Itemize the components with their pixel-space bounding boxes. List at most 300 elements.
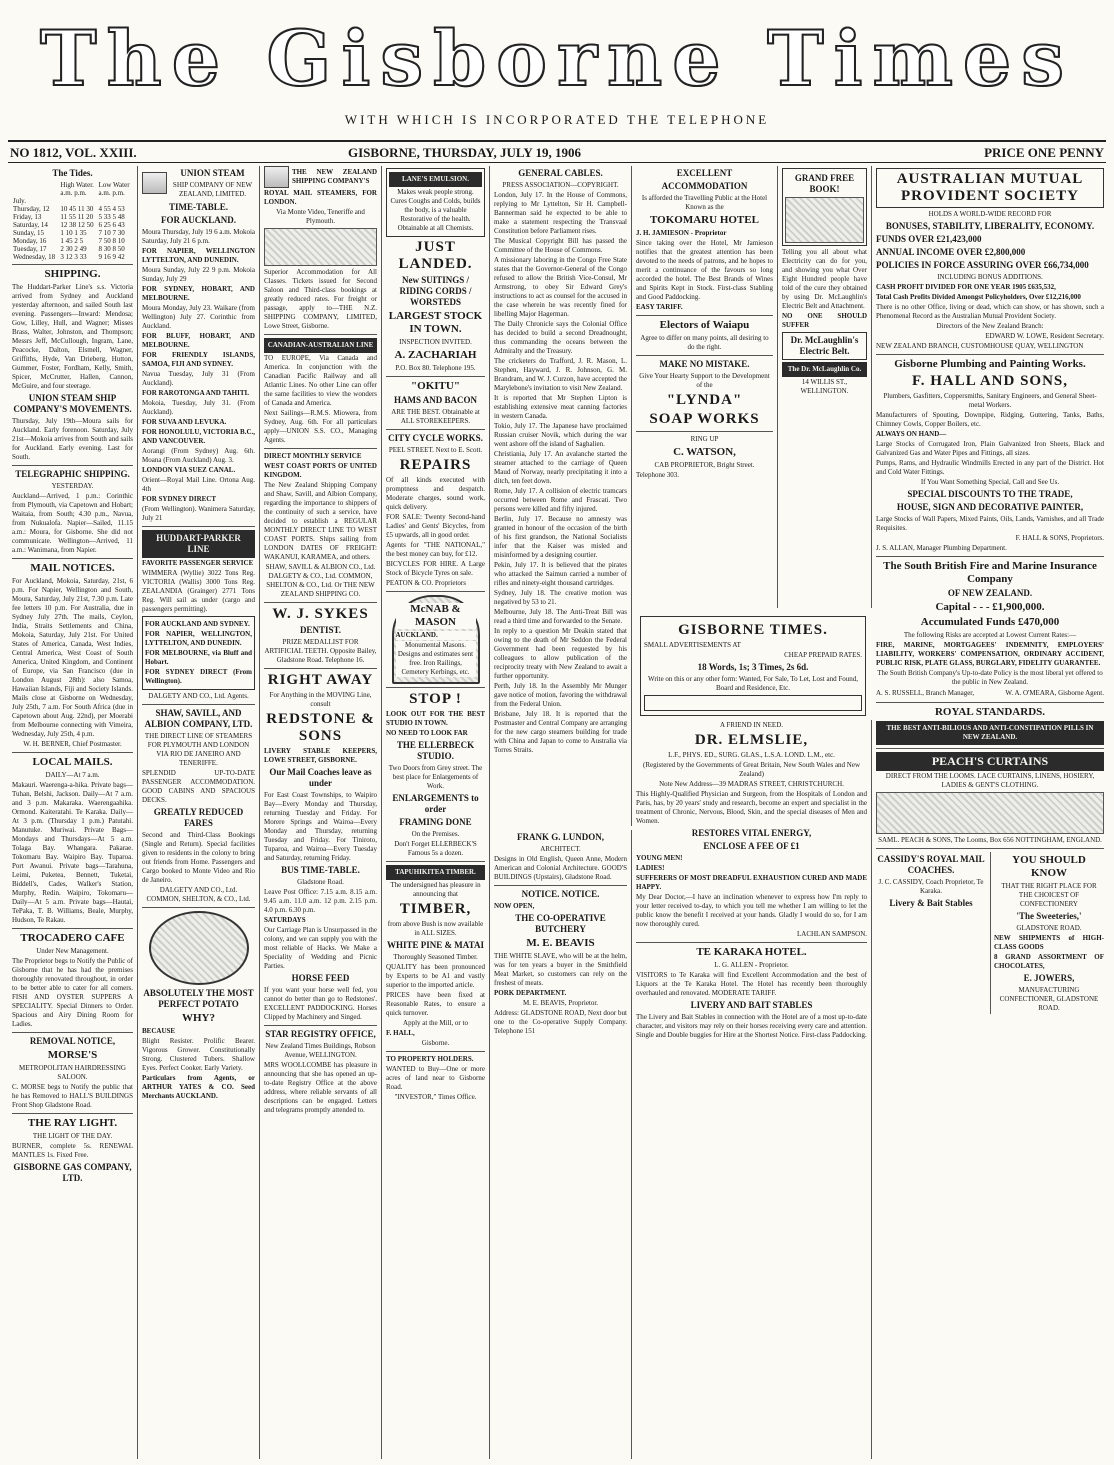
accommodation-body: Is afforded the Travelling Public at the Hotel Known as the xyxy=(641,194,768,211)
column-5 xyxy=(490,166,632,826)
amp-other: There is no other Office, living or dead, which can show, or has shown, such a Phenomenal Record as the Australian Mutual Provident Society. xyxy=(876,303,1104,320)
risks-list: FIRE, MARINE, MORTGAGEES' INDEMNITY, EMPLOYERS' LIABILITY, WORKERS' COMPENSATION, ORDINARY ACCIDENT, PUBLIC RISK, PLATE GLASS, BURGLARY, FIDELITY GUARANTEE. xyxy=(876,641,1104,667)
amp-lowe: EDWARD W. LOWE, Resident Secretary. xyxy=(985,332,1104,340)
cable-item: London, July 17. In the House of Commons, replying to Mr Lyttelton, Sir H. Campbell-Bannerman said he expected to be able to make a statement respecting the Transvaal Constitution before Parliament rises. xyxy=(494,191,627,235)
cable-item: Pekin, July 17. It is believed that the pirates who attacked the Saimun carried a number of rifles and ninety-eight thousand cartridges. xyxy=(494,561,627,587)
te-karaka-hotel: TE KARAKA HOTEL. xyxy=(696,946,807,958)
table-row: Tuesday, 17 2 30 2 49 8 30 8 50 xyxy=(13,245,125,253)
cassidy-sign: J. C. CASSIDY, Coach Proprietor, Te Karaka. xyxy=(878,878,984,895)
column-4 xyxy=(382,166,490,1459)
canadian-sailings: Next Sailings—R.M.S. Miowera, from Sydney, Aug. 6th. For all particulars apply—UNION S.S. CO., Managing Agents. xyxy=(264,409,377,444)
peach-sub: DIRECT FROM THE LOOMS. LACE CURTAINS, LINENS, HOSIERY, LADIES & GENT'S CLOTHING. xyxy=(885,772,1095,789)
beavis-sign: M. E. BEAVIS, Proprietor. xyxy=(522,999,599,1007)
right-away-body: For Anything in the MOVING Line, consult xyxy=(269,691,372,708)
table-row: July. xyxy=(13,197,26,205)
cable-item: Melbourne, July 18. The Anti-Treat Bill was read a third time and forwarded to the Senate. xyxy=(494,608,627,625)
accumulated-funds: Accumulated Funds £470,000 xyxy=(920,616,1060,628)
classified-rates: CHEAP PREPAID RATES. xyxy=(784,651,862,659)
sailing-table xyxy=(264,228,377,266)
timber-prices: PRICES have been fixed at Reasonable Rates, to ensure a quick turnover. xyxy=(386,991,485,1017)
figure-illustration-icon xyxy=(785,197,864,243)
white-pine: WHITE PINE & MATAI xyxy=(387,940,484,950)
elmslie-title: DR. ELMSLIE, xyxy=(694,732,809,748)
gas-company: GISBORNE GAS COMPANY, LTD. xyxy=(13,1162,132,1183)
column-3 xyxy=(260,166,382,1459)
jamieson: J. H. JAMIESON - Proprietor xyxy=(636,229,727,237)
table-row: Saturday, 14 12 38 12 50 6 25 6 43 xyxy=(13,221,125,229)
shaw-savill-body: SPLENDID UP-TO-DATE PASSENGER ACCOMMODATION. GOOD CABINS AND SPACIOUS DECKS. xyxy=(142,769,255,804)
hall-sons-title: F. HALL AND SONS, xyxy=(911,373,1069,389)
peach-curtains-title: PEACH'S CURTAINS xyxy=(876,752,1104,771)
potato-because: BECAUSE xyxy=(142,1027,176,1035)
mclaughlin-no-one: NO ONE SHOULD SUFFER xyxy=(782,312,867,329)
column-1 xyxy=(8,166,138,1459)
timber-body: from above Bush is now available in ALL SIZES. xyxy=(387,920,484,937)
repairs-body: Of all kinds executed with promptness and despatch. Moderate charges, sound work, quick delivery. xyxy=(386,476,485,511)
stop-title: STOP ! xyxy=(409,691,462,707)
elmslie-quals: L.F., PHYS. ED., SURG. GLAS., L.S.A. LOND. L.M., etc. xyxy=(668,751,835,759)
stop-sub: LOOK OUT FOR THE BEST STUDIO IN TOWN. xyxy=(386,710,485,727)
hall-sons-body: Manufacturers of Spouting, Downpipe, Ridging, Guttering, Tanks, Baths, Chimney Cowls, Copper Boilers, etc. xyxy=(876,411,1104,428)
sykes-body: PRIZE MEDALLIST FOR ARTIFICIAL TEETH. Opposite Bailey, Gladstone Road. Telephone 16. xyxy=(264,638,377,664)
ellerbeck-studio: THE ELLERBECK STUDIO. xyxy=(396,740,475,761)
chocolates: 8 GRAND ASSORTMENT OF CHOCOLATES, xyxy=(994,953,1104,970)
russell: A. S. RUSSELL, Branch Manager, xyxy=(876,689,975,697)
usc-title: UNION STEAM xyxy=(180,168,245,178)
okitu-title: "OKITU" xyxy=(411,380,460,392)
ladies: LADIES! xyxy=(636,864,665,872)
cassidy-title: CASSIDY'S ROYAL MAIL COACHES. xyxy=(877,854,985,875)
no-need-far: NO NEED TO LOOK FAR xyxy=(386,729,468,737)
livery-body: The Livery and Bait Stables in connection with the Hotel are of a most up-to-date character, and visitors may rely on their horses receiving every care and attention. Single and Double buggies for Hire at the Shortest Notice. First-class Paddocking. xyxy=(636,1013,867,1039)
table-row: a.m. p.m. a.m. p.m. xyxy=(60,189,125,197)
tides-title: The Tides. xyxy=(52,168,93,178)
carriage-body: Our Carriage Plan is Unsurpassed in the colony, and we can supply you with the most reliable of Hacks. We Make a Speciality of Wedding and Picnic Parties. xyxy=(264,926,377,970)
timber-title: TIMBER, xyxy=(399,901,472,917)
morse-sub: METROPOLITAN HAIRDRESSING SALOON. xyxy=(19,1064,126,1081)
make-no-mistake: MAKE NO MISTAKE. xyxy=(659,359,750,369)
mclaughlin-body: Telling you all about what Electricity can do for you, and showing you what Over Eight Hundred people have told of the cure they obtained by using Dr. McLaughlin's Electric Belt and Attachment. xyxy=(782,248,867,310)
house-painter: HOUSE, SIGN AND DECORATIVE PAINTER, xyxy=(896,502,1084,512)
for-suva-heading: FOR SUVA AND LEVUKA. xyxy=(142,418,227,426)
price: PRICE ONE PENNY xyxy=(984,145,1104,160)
always-on-hand: ALWAYS ON HAND— xyxy=(876,430,947,438)
woollcombe-body: MRS WOOLLCOMBE has pleasure in announcing that she has opened an up-to-date Registry Office at the above address, where reliable servants of all descriptions can be engaged. Letters and telegrams promptly attended to. xyxy=(264,1061,377,1114)
mail-title: MAIL NOTICES. xyxy=(30,562,115,574)
for-auckland-body: Moura Thursday, July 19 6 a.m. Mokoia Saturday, July 21 6 p.m. xyxy=(142,228,255,245)
cable-item: Berlin, July 17. Because no amnesty was granted in honour of the occasion of the birth of his first grandson, the National Socialists infer that the Kaiser was misled and misinformed by a designing courtier. xyxy=(494,515,627,559)
for-sydney-body: Moura Monday, July 23. Waikare (from Wellington) July 27. Corinthic from Auckland. xyxy=(142,304,255,330)
redstone-title: REDSTONE & SONS xyxy=(266,711,375,744)
f-hall-sub: Gisborne. xyxy=(421,1039,450,1047)
direct-service-title: DIRECT MONTHLY SERVICE xyxy=(264,452,362,460)
hp-agent: DALGETY AND CO., Ltd. Agents. xyxy=(148,692,249,700)
sweeteries: 'The Sweeteries,' xyxy=(1016,911,1082,921)
table-row: Thursday, 12 10 45 11 30 4 55 4 53 xyxy=(13,205,125,213)
for-fiji-body: Navua Tuesday, July 31 (From Auckland). xyxy=(142,370,255,387)
telegraphic-body: Auckland—Arrived, 1 p.m.: Corinthic from Plymouth, via Capetown and Hobart; Waitaia, from South; 4.30 p.m., Navua, from Nukualofa. Napier—Sailed, 11.15 a.m.: Moura, for Gisborne. She did not communicate. Wellington—Arrived, 11 a.m.: Wanimana, from Napier. xyxy=(12,492,133,554)
mail-coaches-body: For East Coast Townships, to Waipiro Bay—Every Monday and Thursday, returning Tuesday and Friday. For Morere Springs and Wairoa—Every Monday and Thursday, returning Tuesday and Friday. For Tiniroto, Tuparoa, and Wairoa—Every Tuesday and Saturday, returning Friday. xyxy=(264,791,377,862)
just-landed-title: JUST LANDED. xyxy=(398,239,473,272)
property-holders: TO PROPERTY HOLDERS. xyxy=(386,1055,474,1063)
mail-body: For Auckland, Mokoia, Saturday, 21st, 6 p.m. For Napier, Wellington and South, Moura, Saturday, July 21st, 7.30 p.m. Late fee letters 10 p.m. For Australia, due in Sydney July 27th. The mails, Ceylon, India, Straits Settlements and China, Mokoia, Saturday, July 21st. For United States of America, Canada, West Indies, Central America, West Coast of South America, United Kingdom, and Continent of Europe, via San Francisco (due in London August 28th): also Samoa, Hawaiian Islands, Fiji and Society Islands. Mails close at Gisborne on Wednesday, July 25th, 7 a.m. For South Africa (due in Capetown about Aug. 22nd), per Moerabi from Melbourne connecting with Vimeira, Wednesday, July 25th, 4 p.m. xyxy=(12,577,133,738)
amp-income: ANNUAL INCOME OVER £2,800,000 xyxy=(876,247,1026,257)
south-british-sub: OF NEW ZEALAND. xyxy=(947,588,1033,598)
steamer-icon xyxy=(142,172,167,194)
repairs-title: REPAIRS xyxy=(399,457,472,473)
elmslie-body: This Highly-Qualified Physician and Surgeon, from the Hospitals of London and Paris, has, by 20 years' study and research, become an expert and specialist in the treatment of Chronic, Nervous, Blood, Skin, and the special diseases of Men and Women. xyxy=(636,790,867,825)
just-landed-items: New SUITINGS / RIDING CORDS / WORSTEDS xyxy=(399,275,472,307)
cable-item: Christiania, July 17. An avalanche started the steamer attached to the carriage of Queen Maud of Norway, nearly precipitating it into a ditch, ten feet down. xyxy=(494,450,627,485)
bus-timetable-sub: Gladstone Road. xyxy=(297,878,344,886)
tides-table xyxy=(12,181,133,261)
nzsc-body: Superior Accommodation for All Classes. Tickets issued for Second Saloon and Third-class bookings at greatly reduced rates. For freight or passage, apply to—THE N.Z. SHIPPING COMPANY, LIMITED, Lowe Street, Gisborne. xyxy=(264,268,377,330)
capital: Capital - - - £1,900,000. xyxy=(935,601,1045,613)
timetable-title: TIME-TABLE. xyxy=(168,202,229,212)
classified-instructions: Write on this or any other form: Wanted, For Sale, To Let, Lost and Found, Board and Residence, Etc. xyxy=(648,675,858,692)
for-auckland-heading: FOR AUCKLAND. xyxy=(160,215,236,225)
for-bluff-heading: FOR BLUFF, HOBART, AND MELBOURNE. xyxy=(142,332,255,349)
want-special: If You Want Something Special, Call and See Us. xyxy=(920,478,1060,486)
f-hall: F. HALL, xyxy=(386,1029,415,1037)
local-mails-title: LOCAL MAILS. xyxy=(32,756,113,768)
trocadero-body: The Proprietor begs to Notify the Public of Gisborne that he has had the premises thoroughly renovated throughout, in order to be better able to cater for all comers. FISH AND OYSTER SUPPERS A SPECIALITY. Special Dinners to Order. Spacious and Airy Dining Room for Ladies. xyxy=(12,957,133,1028)
nzsc-route: Via Monte Video, Teneriffe and Plymouth. xyxy=(276,208,365,225)
direct-service-agent: SHAW, SAVILL & ALBION CO., Ltd. DALGETY & CO., Ltd. COMMON, SHELTON & CO., Ltd. Or THE NEW ZEALAND SHIPPING CO. xyxy=(265,563,376,598)
nzsc-title: THE NEW ZEALAND SHIPPING COMPANY'S xyxy=(291,168,377,185)
price-list-block xyxy=(876,792,1104,834)
allan: J. S. ALLAN, Manager Plumbing Department. xyxy=(876,544,1007,552)
special-discounts: SPECIAL DISCOUNTS TO THE TRADE, xyxy=(907,489,1073,499)
reduced-fares-title: GREATLY REDUCED FARES xyxy=(153,807,244,828)
for-napier-heading: FOR NAPIER, WELLINGTON LYTTELTON, AND DUNEDIN. xyxy=(142,247,255,264)
classified-ad-box xyxy=(640,616,866,716)
local-mails-sub: DAILY—At 7 a.m. xyxy=(45,771,100,779)
classified-form-lines xyxy=(644,695,862,711)
table-row: Wednesday, 18 3 12 3 33 9 16 9 42 xyxy=(13,253,125,261)
column-2 xyxy=(138,166,260,1459)
elmslie-ad xyxy=(632,720,872,1459)
for-napier-body: Moura Sunday, July 22 9 p.m. Mokoia Sunday, July 29 xyxy=(142,266,255,283)
bus-timetable-title: BUS TIME-TABLE. xyxy=(281,865,360,875)
amp-funds: FUNDS OVER £21,423,000 xyxy=(876,234,982,244)
pumps: Pumps, Rams, and Hydraulic Windmills Erected in any part of the District. Hot and Cold Water Fittings. xyxy=(876,459,1104,476)
bus-timetable-body: Leave Post Office: 7.15 a.m. 8.15 a.m. 9.45 a.m. 11.0 a.m. 12 p.m. 2.15 p.m. 4.0 p.m. 6.30 p.m. xyxy=(264,888,377,914)
for-vancouver-body: Aorangi (From Sydney) Aug. 6th. Moana (From Auckland) Aug. 3. xyxy=(142,447,255,464)
lane-emulsion-body: Makes weak people strong. Cures Coughs and Colds, builds the body, is a valuable Restorative of the health. Obtainable at all Chemists. xyxy=(390,188,481,232)
trocadero-title: TROCADERO CAFE xyxy=(20,932,125,944)
for-rarotonga-body: Mokoia, Tuesday, July 31. (From Auckland). xyxy=(142,399,255,416)
amp-bonus: INCLUDING BONUS ADDITIONS. xyxy=(937,273,1043,281)
table-row: Sunday, 15 1 10 1 35 7 10 7 30 xyxy=(13,229,125,237)
co-operative-butchery: THE CO-OPERATIVE BUTCHERY xyxy=(515,913,606,934)
mclaughlin-address: 14 WILLIS ST., WELLINGTON. xyxy=(800,378,849,395)
cable-item: Rome, July 17. A collision of electric tramcars occurred between Rome and Frascati. Two persons were killed and fifty injured. xyxy=(494,487,627,513)
electors-body: Agree to differ on many points, all desiring to do the right. xyxy=(640,334,769,351)
union-movements-title: UNION STEAM SHIP COMPANY'S MOVEMENTS. xyxy=(13,393,132,414)
hp-sydney: FOR SYDNEY DIRECT (From Wellington). xyxy=(145,668,252,685)
star-registry-title: STAR REGISTRY OFFICE, xyxy=(265,1029,376,1039)
star-registry-body: New Zealand Times Buildings, Robson Avenue, WELLINGTON. xyxy=(265,1042,376,1059)
omeara: W. A. O'MEARA, Gisborne Agent. xyxy=(1005,689,1104,697)
shipping-title: SHIPPING. xyxy=(44,268,101,280)
amp-sub: HOLDS A WORLD-WIDE RECORD FOR xyxy=(928,210,1052,218)
general-cables-sub: PRESS ASSOCIATION—COPYRIGHT. xyxy=(502,181,619,189)
zachariah: A. ZACHARIAH xyxy=(394,349,477,361)
lynda: "LYNDA" xyxy=(666,392,743,408)
tapuhikitea-title: TAPUHIKITEA TIMBER. xyxy=(386,865,485,880)
cable-item: The Musical Copyright Bill has passed the Committee of the House of Commons. xyxy=(494,237,627,254)
direct-service-sub: WEST COAST PORTS OF UNITED KINGDOM. xyxy=(264,462,377,479)
zachariah-box: P.O. Box 80. Telephone 195. xyxy=(395,364,476,372)
now-open: NOW OPEN, xyxy=(494,902,535,910)
cable-item: Sydney, July 18. The creative motion was negatived by 53 to 21. xyxy=(494,589,627,606)
elmslie-letter: My Dear Doctor,—I have an inclination whenever to express how I'm reply to your letter received to-day, to which you tell me whether I am willing to let the public know the benefit I received at your hands. Gladly I would do so, for I am now thoroughly cured. xyxy=(636,893,867,928)
elmslie-registered: (Registered by the Governments of Great Britain, New South Wales and New Zealand) xyxy=(642,761,861,778)
risks-intro: The following Risks are accepted at Lowest Current Rates:— xyxy=(903,631,1077,639)
inspection-invited: INSPECTION INVITED. xyxy=(399,338,472,346)
jamieson-body: Since taking over the Hotel, Mr Jamieson notifies that the greatest attention has been devoted to the needs of patrons, and he hopes to merit a continuance of the favours so long accorded the hotel. The Best Brands of Wines and Spirits Kept in Stock. First-class Stabling and Good Paddocking. xyxy=(636,239,773,301)
lundon-body: Designs in Old English, Queen Anne, Modern American and Colonial Architecture. GOOD'S BUILDINGS (Upstairs), Gladstone Road. xyxy=(494,855,627,881)
tokomaru-hotel: TOKOMARU HOTEL xyxy=(650,214,759,226)
ray-light-title: THE RAY LIGHT. xyxy=(27,1117,118,1129)
ring-up: RING UP xyxy=(690,435,719,443)
peach-sign: SAML. PEACH & SONS, The Looms, Box 656 NOTTINGHAM, ENGLAND. xyxy=(878,836,1102,844)
accommodation: ACCOMMODATION xyxy=(661,181,748,191)
amp-title: AUSTRALIAN MUTUAL PROVIDENT SOCIETY xyxy=(876,168,1104,208)
ellerbeck-body: Two Doors from Grey street. The best place for Enlargements of Work. xyxy=(388,764,483,790)
lane-emulsion-title: LANE'S EMULSION. xyxy=(389,172,482,187)
cable-item: Perth, July 18. In the Assembly Mr Munger gave notice of motion, favoring the withdrawal from the Federal Union. xyxy=(494,682,627,708)
timber-quality: QUALITY has been pronounced by Experts to be A1 and vastly superior to the imported article. xyxy=(386,963,485,989)
national-agents: Agents for "THE NATIONAL," the best money can buy, for £12. xyxy=(386,541,485,558)
amp-branch: NEW ZEALAND BRANCH, CUSTOMHOUSE QUAY, WELLINGTON xyxy=(876,342,1084,350)
column-5-lower xyxy=(490,830,632,1459)
sufferers-cured: SUFFERERS OF MOST DREADFUL EXHAUSTION CURED AND MADE HAPPY. xyxy=(636,874,867,891)
classified-title: GISBORNE TIMES. xyxy=(678,622,828,638)
te-karaka-sub: L. G. ALLEN - Proprietor. xyxy=(714,961,789,969)
potato-why: WHY? xyxy=(182,1012,215,1024)
union-movements-body: Thursday, July 19th—Moura sails for Auckland. Early forenoon. Saturday, July 21st—Mokoia arrives from South and sails for Auckland. Early evening. Last for South. xyxy=(12,417,133,461)
should-know-title: YOU SHOULD KNOW xyxy=(1012,854,1086,879)
column-6 xyxy=(632,166,778,608)
london-suez-body: Orient—Royal Mail Line. Ortona Aug. 4th xyxy=(142,476,255,493)
mistake-body: Give Your Hearty Support to the Development of the xyxy=(639,372,770,389)
sydney-direct-body: (From Wellington). Wanimera Saturday, July 21 xyxy=(142,505,255,522)
elmslie-sign: LACHLAN SAMPSON. xyxy=(796,930,867,938)
morse-body: C. MORSE begs to Notify the public that he has Removed to HALL'S BUILDINGS Front Shop Gladstone Road. xyxy=(12,1083,133,1109)
cable-item: Brisbane, July 18. It is reported that the Postmaster and Central Company are arranging for the new cargo steamers building for trade with China and Japan to come to Australia via Torres Straits. xyxy=(494,710,627,754)
grand-free-book: GRAND FREE BOOK! xyxy=(794,173,855,194)
ellerbeck-famous: Don't Forget ELLERBECK'S Famous 5s a dozen. xyxy=(394,840,477,857)
te-karaka-body: VISITORS to Te Karaka will find Excellent Accommodation and the best of Liquors at the Te Karaka Hotel. The Hotel has recently been thoroughly overhauled and renovated. MODERATE TARIFF. xyxy=(636,971,867,997)
okitu-sub: HAMS AND BACON xyxy=(393,395,477,405)
young-men: YOUNG MEN! xyxy=(636,854,683,862)
tapuhikitea-body: The undersigned has pleasure in announcing that xyxy=(390,881,481,898)
cable-item: The Daily Chronicle says the Colonial Office has decided to build a second Dreadnought, thus commanding the oceans between the Admiralty and the Treasury. xyxy=(494,320,627,355)
pork-department: PORK DEPARTMENT. xyxy=(494,989,567,997)
huddart-parker-sub: FAVORITE PASSENGER SERVICE xyxy=(142,559,254,567)
hp-napier: FOR NAPIER, WELLINGTON, LYTTELTON, AND DUNEDIN. xyxy=(145,630,252,647)
framing-sub: On the Premises. xyxy=(411,830,460,838)
redstone-sub: LIVERY STABLE KEEPERS, LOWE STREET, GISBORNE. xyxy=(264,747,377,764)
enclose-fee: ENCLOSE A FEE OF £1 xyxy=(703,841,800,851)
cable-item: Tokio, July 17. The Japanese have proclaimed Russian cruiser Novik, which during the war went ashore off the island of Saghalien. xyxy=(494,422,627,448)
okitu-body: ARE THE BEST. Obtainable at ALL STOREKEEPERS. xyxy=(391,408,480,425)
reduced-fares-body: Second and Third-Class Bookings (Single and Return). Special facilities given to residents in the colony to bring out friends from Home. Passengers and Cargo booked to Monte Video and Rio de Janeiro. xyxy=(142,831,255,884)
livery-title: LIVERY AND BAIT STABLES xyxy=(690,1000,813,1010)
amp-directors: Directors of the New Zealand Branch: xyxy=(936,322,1044,330)
london-suez-heading: LONDON VIA SUEZ CANAL. xyxy=(142,466,236,474)
watson-sub: CAB PROPRIETOR, Bright Street. xyxy=(654,461,755,469)
watson-telephone: Telephone 303. xyxy=(636,471,680,479)
huddart-parker-body: WIMMERA (Wyllie) 3022 Tons Reg. VICTORIA (Wallis) 3000 Tons Reg. ZEALANDIA (Grainger) 2771 Tons Reg. Will sail as under (cargo and passengers permitting). xyxy=(142,569,255,613)
soap-works: SOAP WORKS xyxy=(649,411,760,427)
framing-done: FRAMING DONE xyxy=(399,817,472,827)
table-row: Monday, 16 1 45 2 5 7 50 8 10 xyxy=(13,237,125,245)
south-british-title: The South British Fire and Marine Insurance Company xyxy=(883,560,1097,585)
usc-sub: SHIP COMPANY OF NEW ZEALAND, LIMITED. xyxy=(172,181,253,198)
ray-light-sub: THE LIGHT OF THE DAY. xyxy=(32,1132,113,1140)
plumbing-title: Gisborne Plumbing and Painting Works. xyxy=(894,358,1086,370)
friend-in-need: A FRIEND IN NEED. xyxy=(720,721,783,729)
watson: C. WATSON, xyxy=(673,446,736,458)
cable-item: The cricketers do Trafford, J. R. Mason, L. Stephen, Hayward, J. R. Johnson, G. M. Brandram, and W. J. Curzon, have accepted the Marylebone's invitation to visit New Zealand. xyxy=(494,357,627,392)
monument-illustration-icon xyxy=(392,595,480,684)
removal-title: REMOVAL NOTICE, xyxy=(29,1036,116,1046)
lundon-sub: ARCHITECT. xyxy=(540,845,581,853)
investor: "INVESTOR," Times Office. xyxy=(394,1093,477,1101)
cycle-works-title: CITY CYCLE WORKS. xyxy=(388,433,483,443)
amp-cash: CASH PROFIT DIVIDED FOR ONE YEAR 1905 £635,532, xyxy=(876,283,1056,291)
general-cables-title: GENERAL CABLES. xyxy=(518,168,603,178)
royal-standards-title: ROYAL STANDARDS. xyxy=(934,706,1046,718)
morse-title: MORSE'S xyxy=(47,1049,98,1061)
ray-light-body: BURNER, complete 5s. RENEWAL MANTLES 1s. Fixed Free. xyxy=(12,1142,133,1159)
potato-agent: Particulars from Agents, or ARTHUR YATES & CO. Seed Merchants AUCKLAND. xyxy=(142,1074,255,1100)
amp-total: Total Cash Profits Divided Amongst Policyholders, Over £12,216,000 xyxy=(876,293,1081,301)
cable-item: In reply to a question Mr Deakin stated that owing to the death of Mr Seddon the Federal Government had been requested by his colleagues to allow publication of the reciprocity treaty with New Zealand to await a further opportunity. xyxy=(494,627,627,680)
mclaughlin-company: The Dr. McLaughlin Co. xyxy=(782,362,867,377)
beavis-body: THE WHITE SLAVE, who will be at the helm, was for ten years a buyer in the Smithfield Meat Market, so customers can rely on the freshest of meats. xyxy=(494,952,627,987)
bicycles-for-hire: BICYCLES FOR HIRE. A Large Stock of Bicycle Tyres on sale. xyxy=(386,560,485,577)
masthead-subtitle: WITH WHICH IS INCORPORATED THE TELEPHONE xyxy=(344,112,770,127)
amp-claims: BONUSES, STABILITY, LIBERALITY, ECONOMY. xyxy=(885,221,1095,231)
issue-number: NO 1812, VOL. XXIII. xyxy=(10,145,137,160)
amp-policies: POLICIES IN FORCE ASSURING OVER £66,734,000 xyxy=(876,260,1089,270)
white-pine-body: Thoroughly Seasoned Timber. xyxy=(393,953,478,961)
cycle-works-sub: PEEL STREET. Next to E. Scott. xyxy=(388,446,483,454)
cassidy-livery: Livery & Bait Stables xyxy=(889,898,973,908)
steamer-icon xyxy=(264,166,289,188)
mcnab-title: McNAB & MASON xyxy=(396,603,476,629)
mclaughlin-ad xyxy=(778,166,872,608)
star-potato-emblem-icon xyxy=(149,911,249,985)
excellent: EXCELLENT xyxy=(676,168,733,178)
wanted-land: WANTED to Buy—One or more acres of land near to Gisborne Road. xyxy=(386,1065,485,1091)
classified-sub: SMALL ADVERTISEMENTS AT xyxy=(644,641,741,649)
horse-feed-title: HORSE FEED xyxy=(291,973,350,983)
masthead-title: The Gisborne Times xyxy=(39,14,1075,103)
masthead xyxy=(0,0,1114,148)
beavis-address: Address: GLADSTONE ROAD, Next door but one to the Co-operative Supply Company. Telephone 151 xyxy=(494,1009,627,1035)
electors-title: Electors of Waiapu xyxy=(659,319,750,331)
beavis: M. E. BEAVIS xyxy=(526,937,595,949)
direct-service-body: The New Zealand Shipping Company and Shaw, Savill, and Albion Company, regarding the importance to shippers of the continuity of such a service, have decided to establish a REGULAR MONTHLY DIRECT LINE TO WEST COAST PORTS. Ships sailing from LONDON DATES OF FREIGHT: WAKANUI, KARAMEA, and others. xyxy=(264,481,377,561)
easy-tariff: EASY TARIFF. xyxy=(636,303,683,311)
timber-apply: Apply at the Mill, or to xyxy=(403,1019,468,1027)
elmslie-address: Note New Address—39 MADRAS STREET, CHRISTCHURCH. xyxy=(659,780,844,788)
shipping-body: The Huddart-Parker Line's s.s. Victoria arrived from Sydney and Auckland yesterday afternoon, and sailed South last evening. Passengers—Inward: Mendosa; Gow, Lilley, Hull, and Wagner; Misses Brass, Walter, Johnston, and Thompson; Messrs Jeff, McCullough, Ingram, Lane, Peacocke, Dalton, Elsmell, Wagner, Griffiths, Hyde, Van Drieberg, Hutton, Gummer, Foster, Fordham, Kelly, Smith, Spicer, McCrutter, Hallen, Cannon, McGuire, and four steerage. xyxy=(12,283,133,390)
potato-reasons: Blight Resister. Prolific Bearer. Vigorous Grower. Constitutionally Strong. Clustered Tubers. Shallow Eyes. Perfect Cooker. Early Variety. xyxy=(142,1037,255,1072)
bus-saturdays: SATURDAYS xyxy=(264,916,306,924)
notice-title: NOTICE. NOTICE. xyxy=(521,889,600,899)
shaw-savill-title: SHAW, SAVILL, AND ALBION COMPANY, LTD. xyxy=(144,708,253,729)
telegraphic-title: TELEGRAPHIC SHIPPING. xyxy=(15,469,130,479)
always-body: Large Stocks of Corrugated Iron, Plain Galvanized Iron Sheets, Black and Galvanized Gas and Water Pipes and Fittings, all sizes. xyxy=(876,440,1104,457)
royal-standards-sub: THE BEST ANTI-BILIOUS AND ANTI-CONSTIPATION PILLS IN NEW ZEALAND. xyxy=(876,721,1104,745)
mail-sign: W. H. BERNER, Chief Postmaster. xyxy=(23,740,122,748)
canadian-line-body: TO EUROPE, Via Canada and America. In conjunction with the Canadian Pacific Railway and all Atlantic Lines. No other Line can offer the same facilities to view the wonders of Canada and America. xyxy=(264,354,377,407)
cable-item: A missionary laboring in the Congo Free State states that the Governor-General of the Congo refused to allow the British Vice-Consul, Mr Armstrong, to obey Sir Edward Grey's instructions to act as counsel for the accused in the case wherein he was recently fined for libelling Major Hagerman. xyxy=(494,256,627,318)
nzsc-sub: ROYAL MAIL STEAMERS, FOR LONDON. xyxy=(264,189,377,206)
huddart-parker-title: HUDDART-PARKER LINE xyxy=(142,530,255,558)
local-mails-body: Makauri. Waerenga-a-hika. Private bags—Tuhan, Belshi, Jackson. Daily—At 7 a.m. and 3 p.m. Makaraka. Waerengaahika. Ormond. Kaiteratahi. Te Karaka. Daily—At 3 p.m. (Thursday 1 p.m.) Patutahi. Manutuke. Muriwai. Private Bags—Mondays and Thursdays—At 5 a.m. Tolaga Bay. Whangara. Pakarae. Tokomaru Bay. Waipiro Bay. Tuparoa. Port Awanui. Private bags—Tarahuna, Leimi, Puketea, Bennett, Tuketai, Biddell's, Cades, Walker's Station, Murphy, Redin. Waipiro, Tokomaru—Daily—At 5 a.m. Private bags—Hautai, TePaka, T. B. Williams, Beale, Murphy, Hudson, Te Rakau. xyxy=(12,781,133,924)
right-away-title: RIGHT AWAY xyxy=(267,672,374,688)
largest-stock: LARGEST STOCK IN TOWN. xyxy=(388,310,483,335)
sykes-sub: DENTIST. xyxy=(299,625,342,635)
for-vancouver-heading: FOR HONOLULU, VICTORIA B.C., AND VANCOUVER. xyxy=(142,428,255,445)
reduced-fares-agent: DALGETY AND CO., Ltd. COMMON, SHELTON, & CO., Ltd. xyxy=(146,886,251,903)
table-row: High Water. Low Water xyxy=(60,181,130,189)
dateline-bar xyxy=(8,140,1106,163)
mcnab-body: Monumental Masons. Designs and estimates sent free. Iron Railings, Cemetery Kerbings, etc. xyxy=(396,641,476,677)
classified-price: 18 Words, 1s; 3 Times, 2s 6d. xyxy=(697,662,809,672)
canadian-line-title: CANADIAN-AUSTRALIAN LINE xyxy=(264,338,377,353)
new-shipments: NEW SHIPMENTS of HIGH-CLASS GOODS xyxy=(994,934,1104,951)
mcnab-sub: AUCKLAND. xyxy=(396,631,476,640)
for-sydney-heading: FOR SYDNEY, HOBART, AND MELBOURNE. xyxy=(142,285,255,302)
dateline: GISBORNE, THURSDAY, JULY 19, 1906 xyxy=(348,145,581,160)
jowers: E. JOWERS, xyxy=(1023,973,1075,983)
policy-note: The South British Company's Up-to-date Policy is the most liberal yet offered to the public in New Zealand. xyxy=(877,669,1103,686)
table-row: Friday, 13 11 55 11 20 5 33 5 48 xyxy=(13,213,125,221)
hall-sign: F. HALL & SONS, Proprietors. xyxy=(1015,534,1104,542)
sykes-title: W. J. SYKES xyxy=(272,606,369,622)
mclaughlin-title: Dr. McLaughlin's Electric Belt. xyxy=(782,332,867,360)
painter-body: Large Stocks of Wall Papers, Mixed Paints, Oils, Lands, Varnishes, and all Trade Requisites. xyxy=(876,515,1104,532)
sweeteries-address: GLADSTONE ROAD. xyxy=(1016,924,1082,932)
horse-feed-body: If you want your horse well fed, you cannot do better than go to Redstones'. EXCELLENT PADDOCKING. Horses Clipped by Machinery and Singed. xyxy=(264,986,377,1021)
hp-auckland: FOR AUCKLAND AND SYDNEY. xyxy=(145,620,250,628)
mail-coaches-title: Our Mail Coaches leave as under xyxy=(269,767,372,788)
jowers-sub: MANUFACTURING CONFECTIONER, GLADSTONE ROAD. xyxy=(999,986,1099,1012)
trocadero-sub: Under New Management. xyxy=(36,947,109,955)
for-fiji-heading: FOR FRIENDLY ISLANDS, SAMOA, FIJI AND SYDNEY. xyxy=(142,351,255,368)
peaton-proprietors: PEATON & CO. Proprietors xyxy=(386,579,466,587)
shaw-savill-sub: THE DIRECT LINE OF STEAMERS FOR PLYMOUTH AND LONDON VIA RIO DE JANEIRO AND TENERIFFE. xyxy=(144,732,253,767)
cable-item: It is reported that Mr Stephen Lipton is establishing extensive meat canning factories in western Canada. xyxy=(494,394,627,420)
hall-sons-sub: Plumbers, Gasfitters, Coppersmiths, Sanitary Engineers, and General Sheet-metal Workers. xyxy=(883,392,1097,409)
sydney-direct-heading: FOR SYDNEY DIRECT xyxy=(142,495,217,503)
column-7 xyxy=(872,166,1108,1459)
telegraphic-sub: YESTERDAY. xyxy=(51,482,94,490)
should-know-sub: THAT THE RIGHT PLACE FOR THE CHOICEST OF CONFECTIONERY xyxy=(1001,882,1097,908)
for-rarotonga-heading: FOR RAROTONGA AND TAHITI. xyxy=(142,389,249,397)
hp-melbourne: FOR MELBOURNE, via Bluff and Hobart. xyxy=(145,649,252,666)
vital-energy: RESTORES VITAL ENERGY, xyxy=(691,828,812,838)
enlargements: ENLARGEMENTS to order xyxy=(392,793,479,814)
